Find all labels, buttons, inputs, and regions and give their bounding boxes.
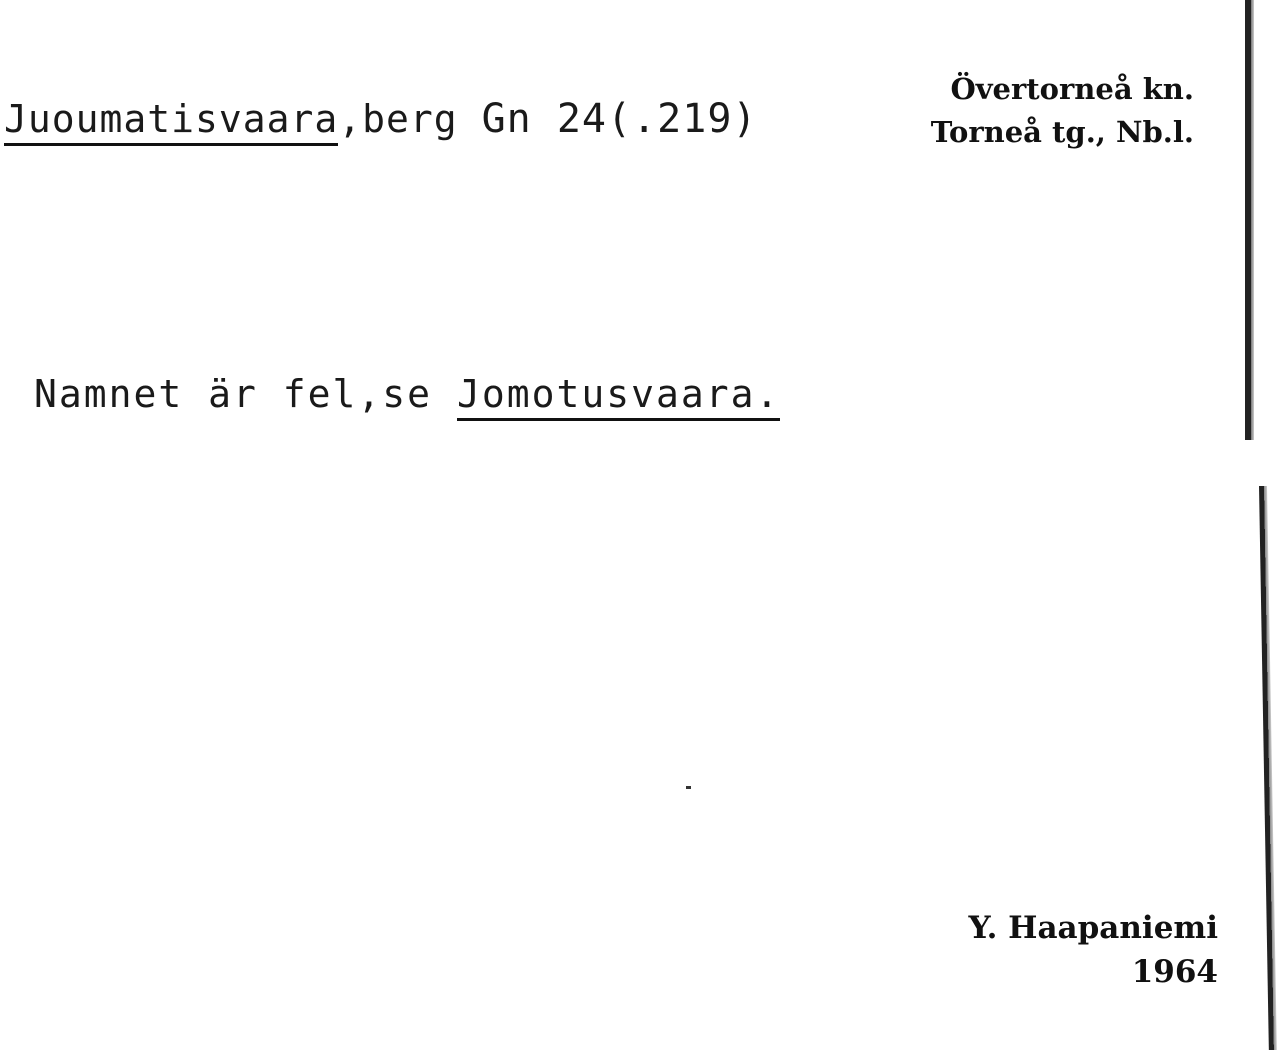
collector-name: Y. Haapaniemi: [968, 910, 1218, 946]
map-reference: Gn 24(.219): [481, 96, 758, 142]
headword-suffix: ,berg: [338, 97, 482, 141]
headword: Juoumatisvaara: [4, 97, 338, 146]
cross-reference-line: [34, 372, 780, 416]
cross-reference-target: Jomotusvaara.: [457, 372, 780, 421]
ink-speck: [686, 786, 691, 789]
cross-reference-prefix: Namnet är fel,se: [34, 372, 457, 416]
municipality-label: Övertorneå kn.: [950, 72, 1194, 106]
headword-line: [4, 96, 757, 142]
collection-year: 1964: [1131, 954, 1218, 990]
card-edge-upper: [1245, 0, 1254, 440]
card-edge-lower: [1259, 486, 1277, 1050]
parish-district-label: Torneå tg., Nb.l.: [930, 115, 1194, 149]
